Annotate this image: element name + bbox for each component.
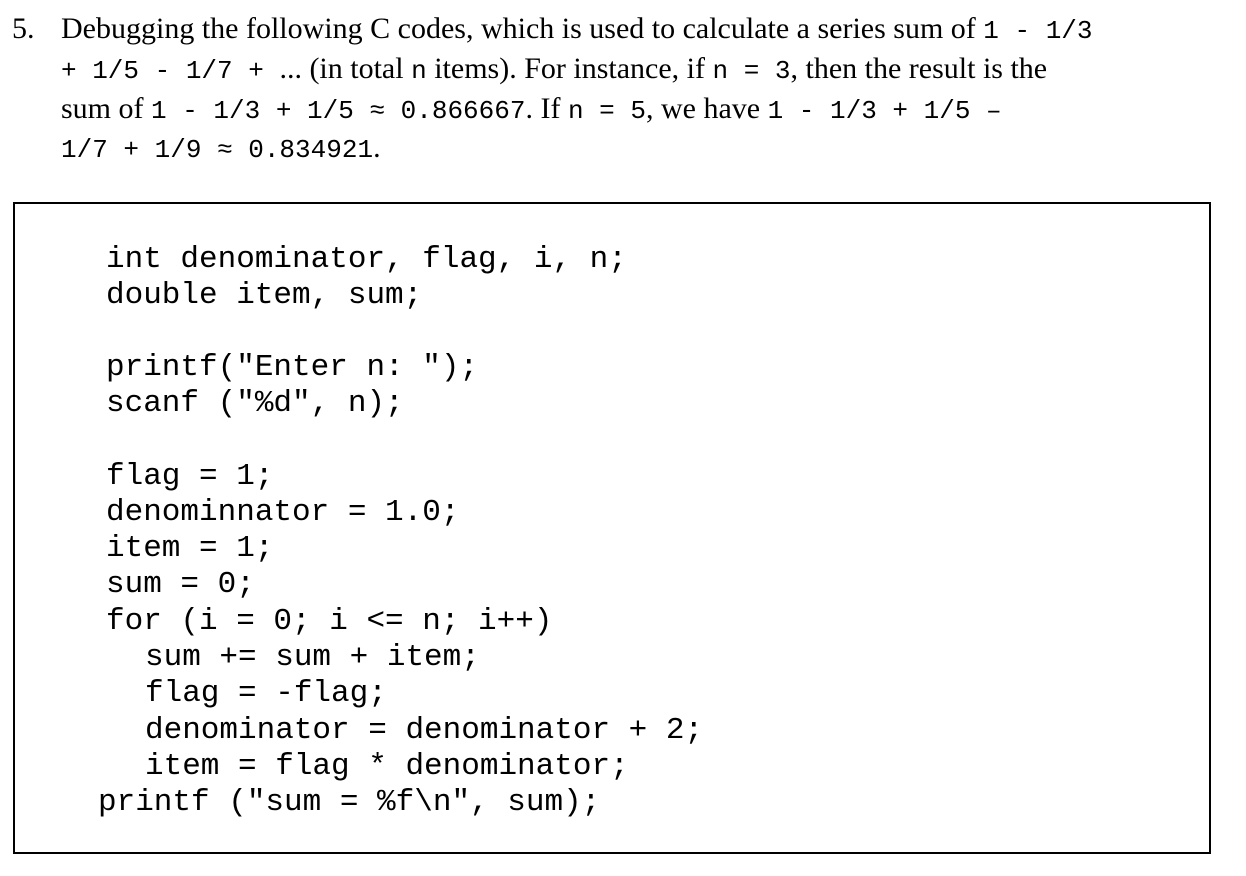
inline-code: 1 - 1/3 + 1/5 ≈ 0.866667 bbox=[151, 96, 526, 126]
question-line-2 bbox=[61, 49, 1047, 89]
code-line: flag = 1; bbox=[106, 459, 274, 494]
question-text-segment: ... (in total bbox=[279, 52, 412, 85]
question-text-segment: . bbox=[373, 131, 381, 164]
code-line: sum += sum + item; bbox=[145, 640, 480, 675]
question-text-segment: , then the result is the bbox=[790, 52, 1048, 85]
question-text-segment: items). For instance, if bbox=[426, 52, 713, 85]
question-text bbox=[0, 0, 1246, 190]
question-text-segment: sum of bbox=[61, 92, 151, 125]
code-line: double item, sum; bbox=[106, 278, 423, 313]
code-line: item = 1; bbox=[106, 531, 274, 566]
question-line-3 bbox=[61, 89, 1002, 129]
inline-code: + 1/5 - 1/7 + bbox=[61, 56, 280, 86]
inline-code: n bbox=[411, 56, 427, 86]
inline-code: n = 3 bbox=[712, 56, 791, 86]
code-line: printf ("sum = %f\n", sum); bbox=[98, 785, 601, 820]
code-line: flag = -flag; bbox=[145, 676, 387, 711]
code-line: denominator = denominator + 2; bbox=[145, 713, 704, 748]
inline-code: n = 5 bbox=[567, 96, 646, 126]
inline-code: 1 - 1/3 bbox=[983, 16, 1093, 46]
question-line-4 bbox=[61, 128, 381, 168]
inline-code: 1/7 + 1/9 ≈ 0.834921 bbox=[61, 135, 374, 165]
code-line: item = flag * denominator; bbox=[145, 749, 629, 784]
question-line-1 bbox=[0, 9, 1093, 49]
code-line: printf("Enter n: "); bbox=[106, 350, 479, 385]
question-text-segment: Debugging the following C codes, which is used to calculate a series sum of bbox=[61, 12, 984, 45]
code-line: int denominator, flag, i, n; bbox=[106, 242, 627, 277]
code-line: denominnator = 1.0; bbox=[106, 495, 460, 530]
question-text-segment: . If bbox=[525, 92, 568, 125]
code-line: for (i = 0; i <= n; i++) bbox=[106, 604, 553, 639]
code-box bbox=[13, 202, 1211, 854]
question-number: 5. bbox=[12, 12, 35, 45]
code-line: scanf ("%d", n); bbox=[106, 386, 404, 421]
inline-code: 1 - 1/3 + 1/5 – bbox=[767, 96, 1002, 126]
code-line: sum = 0; bbox=[106, 567, 255, 602]
question-text-segment: , we have bbox=[645, 92, 768, 125]
